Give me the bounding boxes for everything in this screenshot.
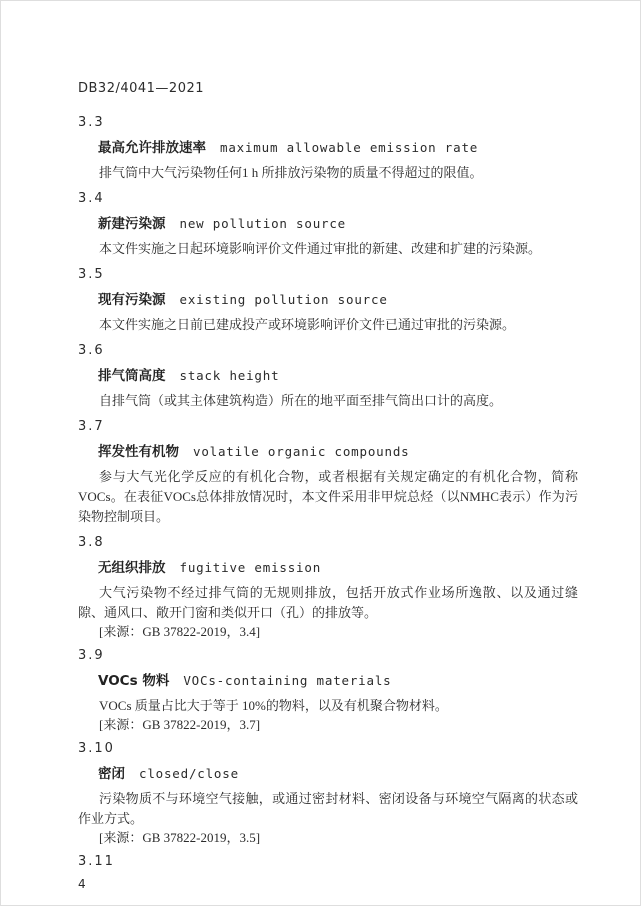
term-line bbox=[98, 442, 578, 462]
term-chinese: 现有污染源 bbox=[98, 292, 166, 308]
term-section bbox=[78, 852, 578, 872]
term-definition: 本文件实施之日起环境影响评价文件通过审批的新建、改建和扩建的污染源。 bbox=[99, 241, 542, 256]
term-chinese: VOCs 物料 bbox=[98, 673, 170, 689]
section-number: 3.6 bbox=[78, 343, 105, 358]
term-english: new pollution source bbox=[179, 216, 347, 231]
term-english: VOCs-containing materials bbox=[183, 673, 392, 688]
term-line bbox=[98, 214, 578, 234]
section-number: 3.4 bbox=[78, 191, 105, 206]
term-section bbox=[78, 739, 578, 846]
section-number: 3.8 bbox=[78, 535, 105, 550]
section-number: 3.9 bbox=[78, 648, 105, 663]
term-definition: 污染物质不与环境空气接触，或通过密封材料、密闭设备与环境空气隔离的状态或作业方式。 bbox=[78, 791, 578, 826]
term-chinese: 最高允许排放速率 bbox=[98, 140, 206, 156]
term-definition: 参与大气光化学反应的有机化合物，或者根据有关规定确定的有机化合物，简称VOCs。在表征VOCs总体排放情况时，本文件采用非甲烷总烃（以NMHC表示）作为污染物控制项目。 bbox=[78, 469, 578, 524]
term-chinese: 挥发性有机物 bbox=[98, 444, 179, 460]
term-source: [来源：GB 37822-2019，3.5] bbox=[99, 830, 261, 845]
term-section bbox=[78, 533, 578, 640]
term-source: [来源：GB 37822-2019，3.4] bbox=[99, 624, 261, 639]
section-number: 3.7 bbox=[78, 419, 105, 434]
document-code-header: DB32/4041—2021 bbox=[78, 81, 205, 96]
term-definition: 排气筒中大气污染物任何1 h 所排放污染物的质量不得超过的限值。 bbox=[99, 165, 483, 180]
term-english: closed/close bbox=[139, 766, 239, 781]
term-english: existing pollution source bbox=[179, 292, 388, 307]
term-line bbox=[98, 366, 578, 386]
term-chinese: 密闭 bbox=[98, 766, 125, 782]
page-number: 4 bbox=[78, 877, 86, 891]
term-definition: 大气污染物不经过排气筒的无规则排放，包括开放式作业场所逸散、以及通过缝隙、通风口、敞开门窗和类似开口（孔）的排放等。 bbox=[78, 585, 578, 620]
term-section bbox=[78, 189, 578, 259]
term-line bbox=[98, 290, 578, 310]
term-chinese: 新建污染源 bbox=[98, 216, 166, 232]
terms-list bbox=[78, 113, 578, 872]
term-definition: VOCs 质量占比大于等于 10%的物料，以及有机聚合物材料。 bbox=[99, 698, 448, 713]
term-english: maximum allowable emission rate bbox=[220, 140, 479, 155]
term-line bbox=[98, 138, 578, 158]
term-chinese: 无组织排放 bbox=[98, 560, 166, 576]
term-definition: 自排气筒（或其主体建筑构造）所在的地平面至排气筒出口计的高度。 bbox=[99, 393, 503, 408]
term-section bbox=[78, 417, 578, 527]
section-number: 3.11 bbox=[78, 854, 115, 869]
page bbox=[1, 1, 640, 905]
term-section bbox=[78, 341, 578, 411]
term-section bbox=[78, 646, 578, 733]
term-english: stack height bbox=[179, 368, 280, 383]
term-chinese: 排气筒高度 bbox=[98, 368, 166, 384]
term-english: volatile organic compounds bbox=[193, 444, 410, 459]
section-number: 3.10 bbox=[78, 741, 115, 756]
term-line bbox=[98, 764, 578, 784]
term-source: [来源：GB 37822-2019，3.7] bbox=[99, 717, 261, 732]
term-line bbox=[98, 671, 578, 691]
term-definition: 本文件实施之日前已建成投产或环境影响评价文件已通过审批的污染源。 bbox=[99, 317, 516, 332]
term-section bbox=[78, 265, 578, 335]
term-english: fugitive emission bbox=[179, 560, 322, 575]
term-line bbox=[98, 558, 578, 578]
term-section bbox=[78, 113, 578, 183]
section-number: 3.5 bbox=[78, 267, 105, 282]
section-number: 3.3 bbox=[78, 115, 105, 130]
